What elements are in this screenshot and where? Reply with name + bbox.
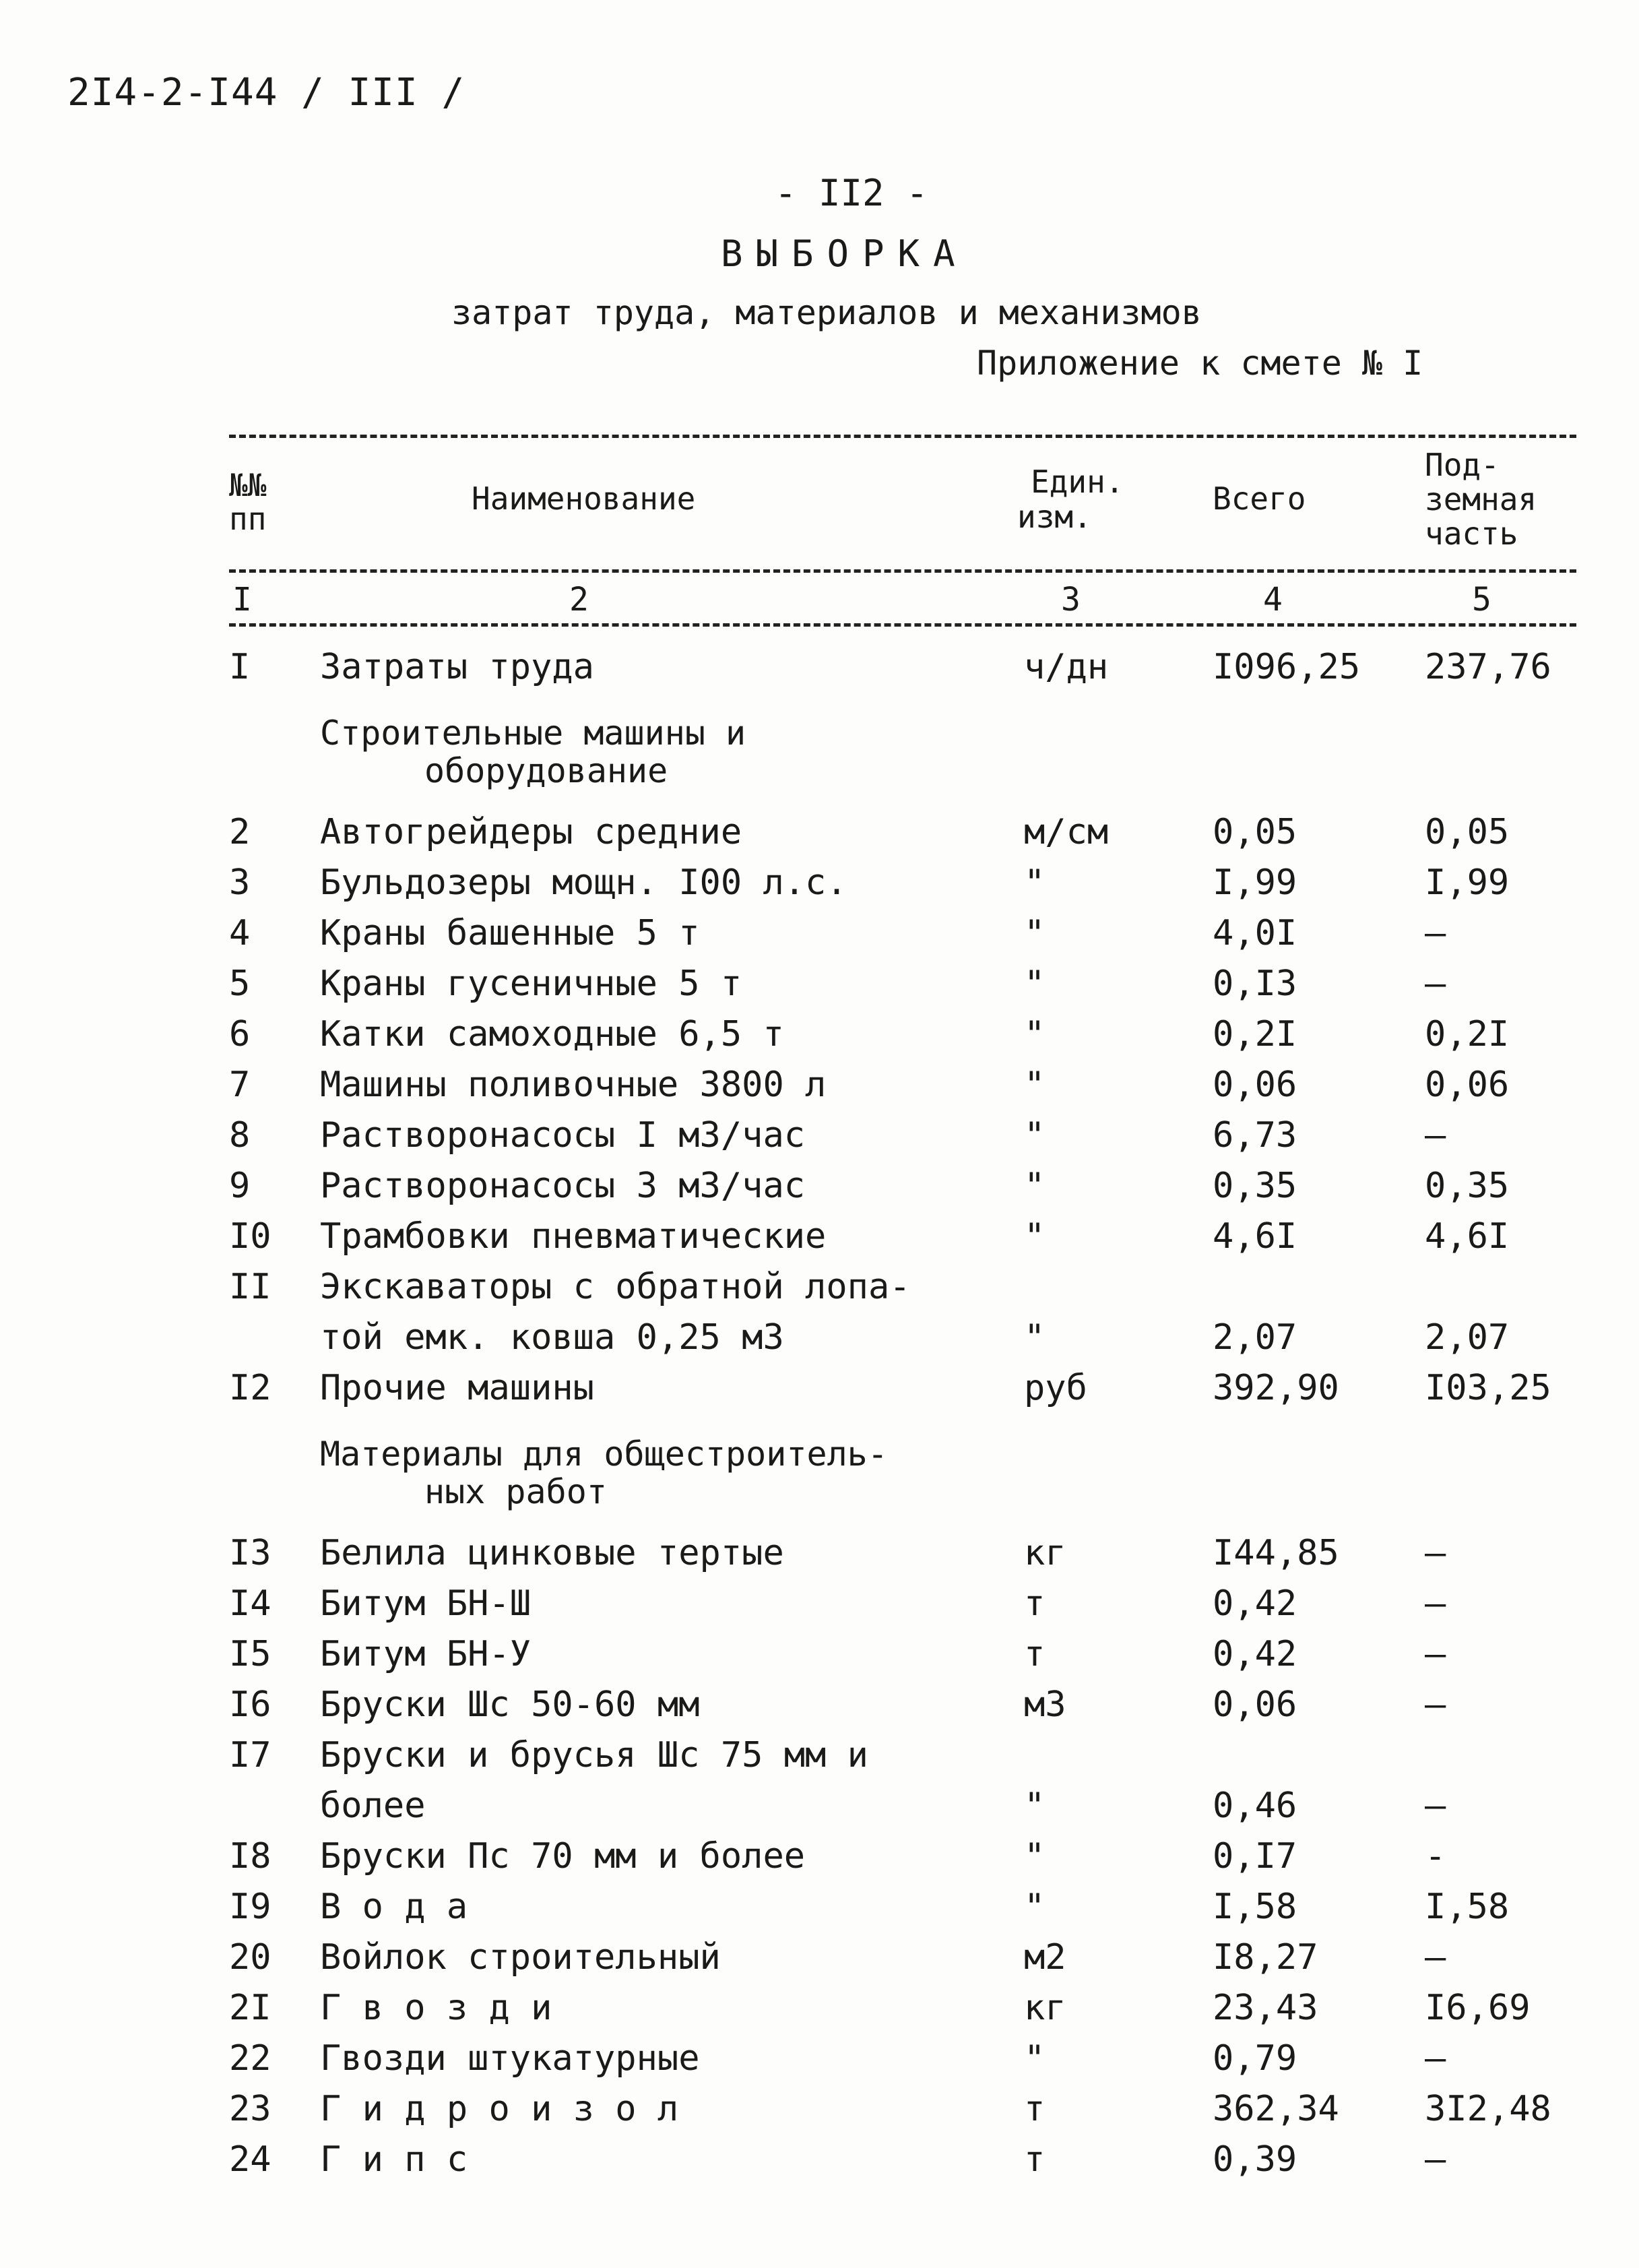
row-underground: – bbox=[1425, 1533, 1446, 1573]
row-total: 4,6I bbox=[1213, 1216, 1297, 1257]
row-total: 0,2I bbox=[1213, 1014, 1297, 1054]
row-underground: I,58 bbox=[1425, 1887, 1510, 1927]
section-heading-line: Строительные машины и bbox=[320, 714, 746, 753]
row-total: 2,07 bbox=[1213, 1317, 1297, 1358]
table-row bbox=[0, 1836, 1639, 1887]
column-number-5: 5 bbox=[1472, 581, 1491, 619]
row-name: Бруски Шс 50-60 мм bbox=[320, 1684, 700, 1725]
row-total: 0,I7 bbox=[1213, 1836, 1297, 1877]
table-row bbox=[0, 1786, 1639, 1836]
row-unit: " bbox=[1024, 913, 1046, 953]
table-row bbox=[0, 1317, 1639, 1368]
row-total: 0,79 bbox=[1213, 2038, 1297, 2079]
section-heading-line: ных работ bbox=[424, 1472, 607, 1511]
row-unit: м/см bbox=[1024, 812, 1109, 852]
row-unit: " bbox=[1024, 1317, 1046, 1358]
row-total: 0,39 bbox=[1213, 2139, 1297, 2180]
table-row bbox=[0, 1014, 1639, 1065]
table-row bbox=[0, 812, 1639, 862]
row-number: 24 bbox=[229, 2139, 271, 2180]
row-unit: т bbox=[1024, 2089, 1046, 2129]
page-number: - II2 - bbox=[775, 172, 928, 214]
row-underground: 0,35 bbox=[1425, 1166, 1510, 1206]
row-total: I096,25 bbox=[1213, 647, 1361, 687]
row-underground: – bbox=[1425, 964, 1446, 1004]
row-total: 0,06 bbox=[1213, 1065, 1297, 1105]
column-number-1: I bbox=[232, 581, 252, 619]
column-numbers-rule bbox=[229, 623, 1576, 627]
table-row bbox=[0, 2038, 1639, 2089]
table-row bbox=[0, 1735, 1639, 1786]
row-unit: м3 bbox=[1024, 1684, 1066, 1725]
row-number: I2 bbox=[229, 1368, 271, 1408]
header-bottom-rule bbox=[229, 569, 1576, 573]
row-number: I7 bbox=[229, 1735, 271, 1775]
row-underground: – bbox=[1425, 2139, 1446, 2180]
row-name: Битум БН-Ш bbox=[320, 1583, 532, 1624]
row-number: 5 bbox=[229, 964, 251, 1004]
section-heading-materials bbox=[320, 1435, 888, 1511]
row-underground: I6,69 bbox=[1425, 1988, 1531, 2028]
row-name: той емк. ковша 0,25 м3 bbox=[320, 1317, 784, 1358]
page-title: ВЫБОРКА bbox=[721, 232, 969, 275]
row-underground: – bbox=[1425, 913, 1446, 953]
table-row bbox=[0, 1115, 1639, 1166]
row-name: Бульдозеры мощн. I00 л.с. bbox=[320, 862, 847, 903]
document-code: 2I4-2-I44 / III / bbox=[67, 71, 465, 115]
table-row bbox=[0, 1634, 1639, 1684]
row-total: 0,42 bbox=[1213, 1583, 1297, 1624]
row-unit: ч/дн bbox=[1024, 647, 1109, 687]
row-unit: т bbox=[1024, 1583, 1046, 1624]
row-number: 20 bbox=[229, 1937, 271, 1978]
row-number: I8 bbox=[229, 1836, 271, 1877]
row-underground: 3I2,48 bbox=[1425, 2089, 1551, 2129]
row-number: 2I bbox=[229, 1988, 271, 2028]
row-underground: – bbox=[1425, 2038, 1446, 2079]
table-row bbox=[0, 862, 1639, 913]
row-name: Автогрейдеры средние bbox=[320, 812, 742, 852]
row-number: 22 bbox=[229, 2038, 271, 2079]
row-unit: " bbox=[1024, 1216, 1046, 1257]
row-total: 6,73 bbox=[1213, 1115, 1297, 1156]
row-number: 7 bbox=[229, 1065, 251, 1105]
table-row bbox=[0, 1216, 1639, 1267]
row-unit: т bbox=[1024, 2139, 1046, 2180]
row-unit: " bbox=[1024, 1115, 1046, 1156]
row-total: I,58 bbox=[1213, 1887, 1297, 1927]
row-unit: " bbox=[1024, 1887, 1046, 1927]
column-number-4: 4 bbox=[1263, 581, 1283, 619]
row-name: Белила цинковые тертые bbox=[320, 1533, 784, 1573]
header-col-total: Всего bbox=[1213, 480, 1306, 517]
row-total: 0,06 bbox=[1213, 1684, 1297, 1725]
row-name: Г в о з д и bbox=[320, 1988, 552, 2028]
row-underground: 0,2I bbox=[1425, 1014, 1510, 1054]
section-heading-line: оборудование bbox=[424, 751, 668, 790]
row-number: 2 bbox=[229, 812, 251, 852]
row-name: Прочие машины bbox=[320, 1368, 594, 1408]
row-total: 0,42 bbox=[1213, 1634, 1297, 1674]
row-underground: – bbox=[1425, 1583, 1446, 1624]
table-row bbox=[0, 1533, 1639, 1583]
row-name: Растворонасосы 3 м3/час bbox=[320, 1166, 806, 1206]
section-heading-machines bbox=[320, 714, 746, 790]
row-unit: " bbox=[1024, 1065, 1046, 1105]
row-name: Затраты труда bbox=[320, 647, 594, 687]
row-number: 6 bbox=[229, 1014, 251, 1054]
table-row bbox=[0, 1937, 1639, 1988]
row-total: 23,43 bbox=[1213, 1988, 1318, 2028]
row-underground: 2,07 bbox=[1425, 1317, 1510, 1358]
row-unit: " bbox=[1024, 964, 1046, 1004]
row-number: 9 bbox=[229, 1166, 251, 1206]
header-col-under-line2: земная bbox=[1425, 481, 1537, 517]
row-number: 8 bbox=[229, 1115, 251, 1156]
row-name: Машины поливочные 3800 л bbox=[320, 1065, 827, 1105]
table-row bbox=[0, 1988, 1639, 2038]
row-underground: I,99 bbox=[1425, 862, 1510, 903]
row-underground: I03,25 bbox=[1425, 1368, 1551, 1408]
row-name: Гвозди штукатурные bbox=[320, 2038, 700, 2079]
row-total: I,99 bbox=[1213, 862, 1297, 903]
table-row bbox=[0, 1267, 1639, 1317]
row-name: Бруски и брусья Шс 75 мм и bbox=[320, 1735, 868, 1775]
section-heading-line: Материалы для общестроитель- bbox=[320, 1435, 888, 1474]
row-total: 0,46 bbox=[1213, 1786, 1297, 1826]
row-number: 4 bbox=[229, 913, 251, 953]
row-name: Г и д р о и з о л bbox=[320, 2089, 679, 2129]
header-col-under-line1: Под- bbox=[1425, 447, 1500, 483]
table-row bbox=[0, 2089, 1639, 2139]
table-row bbox=[0, 964, 1639, 1014]
row-number: I9 bbox=[229, 1887, 271, 1927]
row-unit: кг bbox=[1024, 1988, 1066, 2028]
row-underground: 4,6I bbox=[1425, 1216, 1510, 1257]
row-total: 0,05 bbox=[1213, 812, 1297, 852]
row-name: более bbox=[320, 1786, 426, 1826]
row-number: 3 bbox=[229, 862, 251, 903]
row-number: I6 bbox=[229, 1684, 271, 1725]
row-unit: м2 bbox=[1024, 1937, 1066, 1978]
row-underground: – bbox=[1425, 1937, 1446, 1978]
table-row bbox=[0, 1368, 1639, 1418]
header-col-under-line3: часть bbox=[1425, 515, 1518, 552]
row-unit: " bbox=[1024, 1166, 1046, 1206]
table-row bbox=[0, 2139, 1639, 2190]
row-total: 362,34 bbox=[1213, 2089, 1339, 2129]
header-col-unit-line1: Един. bbox=[1031, 464, 1124, 500]
appendix-reference: Приложение к смете № I bbox=[977, 344, 1423, 383]
row-number: I3 bbox=[229, 1533, 271, 1573]
table-row bbox=[0, 1065, 1639, 1115]
row-name: Войлок строительный bbox=[320, 1937, 721, 1978]
row-unit: кг bbox=[1024, 1533, 1066, 1573]
table-row bbox=[0, 1583, 1639, 1634]
row-name: Битум БН-У bbox=[320, 1634, 532, 1674]
row-number: I0 bbox=[229, 1216, 271, 1257]
row-number: II bbox=[229, 1267, 271, 1307]
table-row bbox=[0, 913, 1639, 964]
row-underground: - bbox=[1425, 1836, 1446, 1877]
row-name: Экскаваторы с обратной лопа- bbox=[320, 1267, 911, 1307]
row-number: I4 bbox=[229, 1583, 271, 1624]
row-unit: " bbox=[1024, 1786, 1046, 1826]
row-total: 0,I3 bbox=[1213, 964, 1297, 1004]
row-total: 4,0I bbox=[1213, 913, 1297, 953]
row-underground: 0,06 bbox=[1425, 1065, 1510, 1105]
row-name: Трамбовки пневматические bbox=[320, 1216, 827, 1257]
row-underground: – bbox=[1425, 1115, 1446, 1156]
row-number: I bbox=[229, 647, 251, 687]
row-number: 23 bbox=[229, 2089, 271, 2129]
row-name: Катки самоходные 6,5 т bbox=[320, 1014, 784, 1054]
row-underground: 0,05 bbox=[1425, 812, 1510, 852]
column-number-2: 2 bbox=[569, 581, 589, 619]
row-unit: " bbox=[1024, 862, 1046, 903]
table-top-rule bbox=[229, 435, 1576, 438]
row-unit: т bbox=[1024, 1634, 1046, 1674]
row-unit: " bbox=[1024, 1836, 1046, 1877]
row-unit: руб bbox=[1024, 1368, 1087, 1408]
row-underground: – bbox=[1425, 1634, 1446, 1674]
row-underground: – bbox=[1425, 1684, 1446, 1725]
table-row bbox=[0, 1684, 1639, 1735]
row-name: Бруски Пс 70 мм и более bbox=[320, 1836, 806, 1877]
row-name: В о д а bbox=[320, 1887, 468, 1927]
row-total: I44,85 bbox=[1213, 1533, 1339, 1573]
column-number-3: 3 bbox=[1061, 581, 1081, 619]
row-name: Растворонасосы I м3/час bbox=[320, 1115, 806, 1156]
header-col-name: Наименование bbox=[472, 480, 696, 517]
row-number: I5 bbox=[229, 1634, 271, 1674]
row-name: Краны гусеничные 5 т bbox=[320, 964, 742, 1004]
header-col-unit-line2: изм. bbox=[1017, 499, 1092, 535]
row-unit: " bbox=[1024, 1014, 1046, 1054]
row-underground: – bbox=[1425, 1786, 1446, 1826]
table-row bbox=[0, 1166, 1639, 1216]
row-unit: " bbox=[1024, 2038, 1046, 2079]
row-total: I8,27 bbox=[1213, 1937, 1318, 1978]
table-row bbox=[0, 1887, 1639, 1937]
row-name: Краны башенные 5 т bbox=[320, 913, 700, 953]
row-name: Г и п с bbox=[320, 2139, 468, 2180]
row-total: 0,35 bbox=[1213, 1166, 1297, 1206]
row-total: 392,90 bbox=[1213, 1368, 1339, 1408]
row-underground: 237,76 bbox=[1425, 647, 1551, 687]
page-subtitle: затрат труда, материалов и механизмов bbox=[451, 293, 1202, 332]
header-col-no: №№ пп bbox=[229, 467, 267, 537]
table-row bbox=[0, 647, 1639, 697]
